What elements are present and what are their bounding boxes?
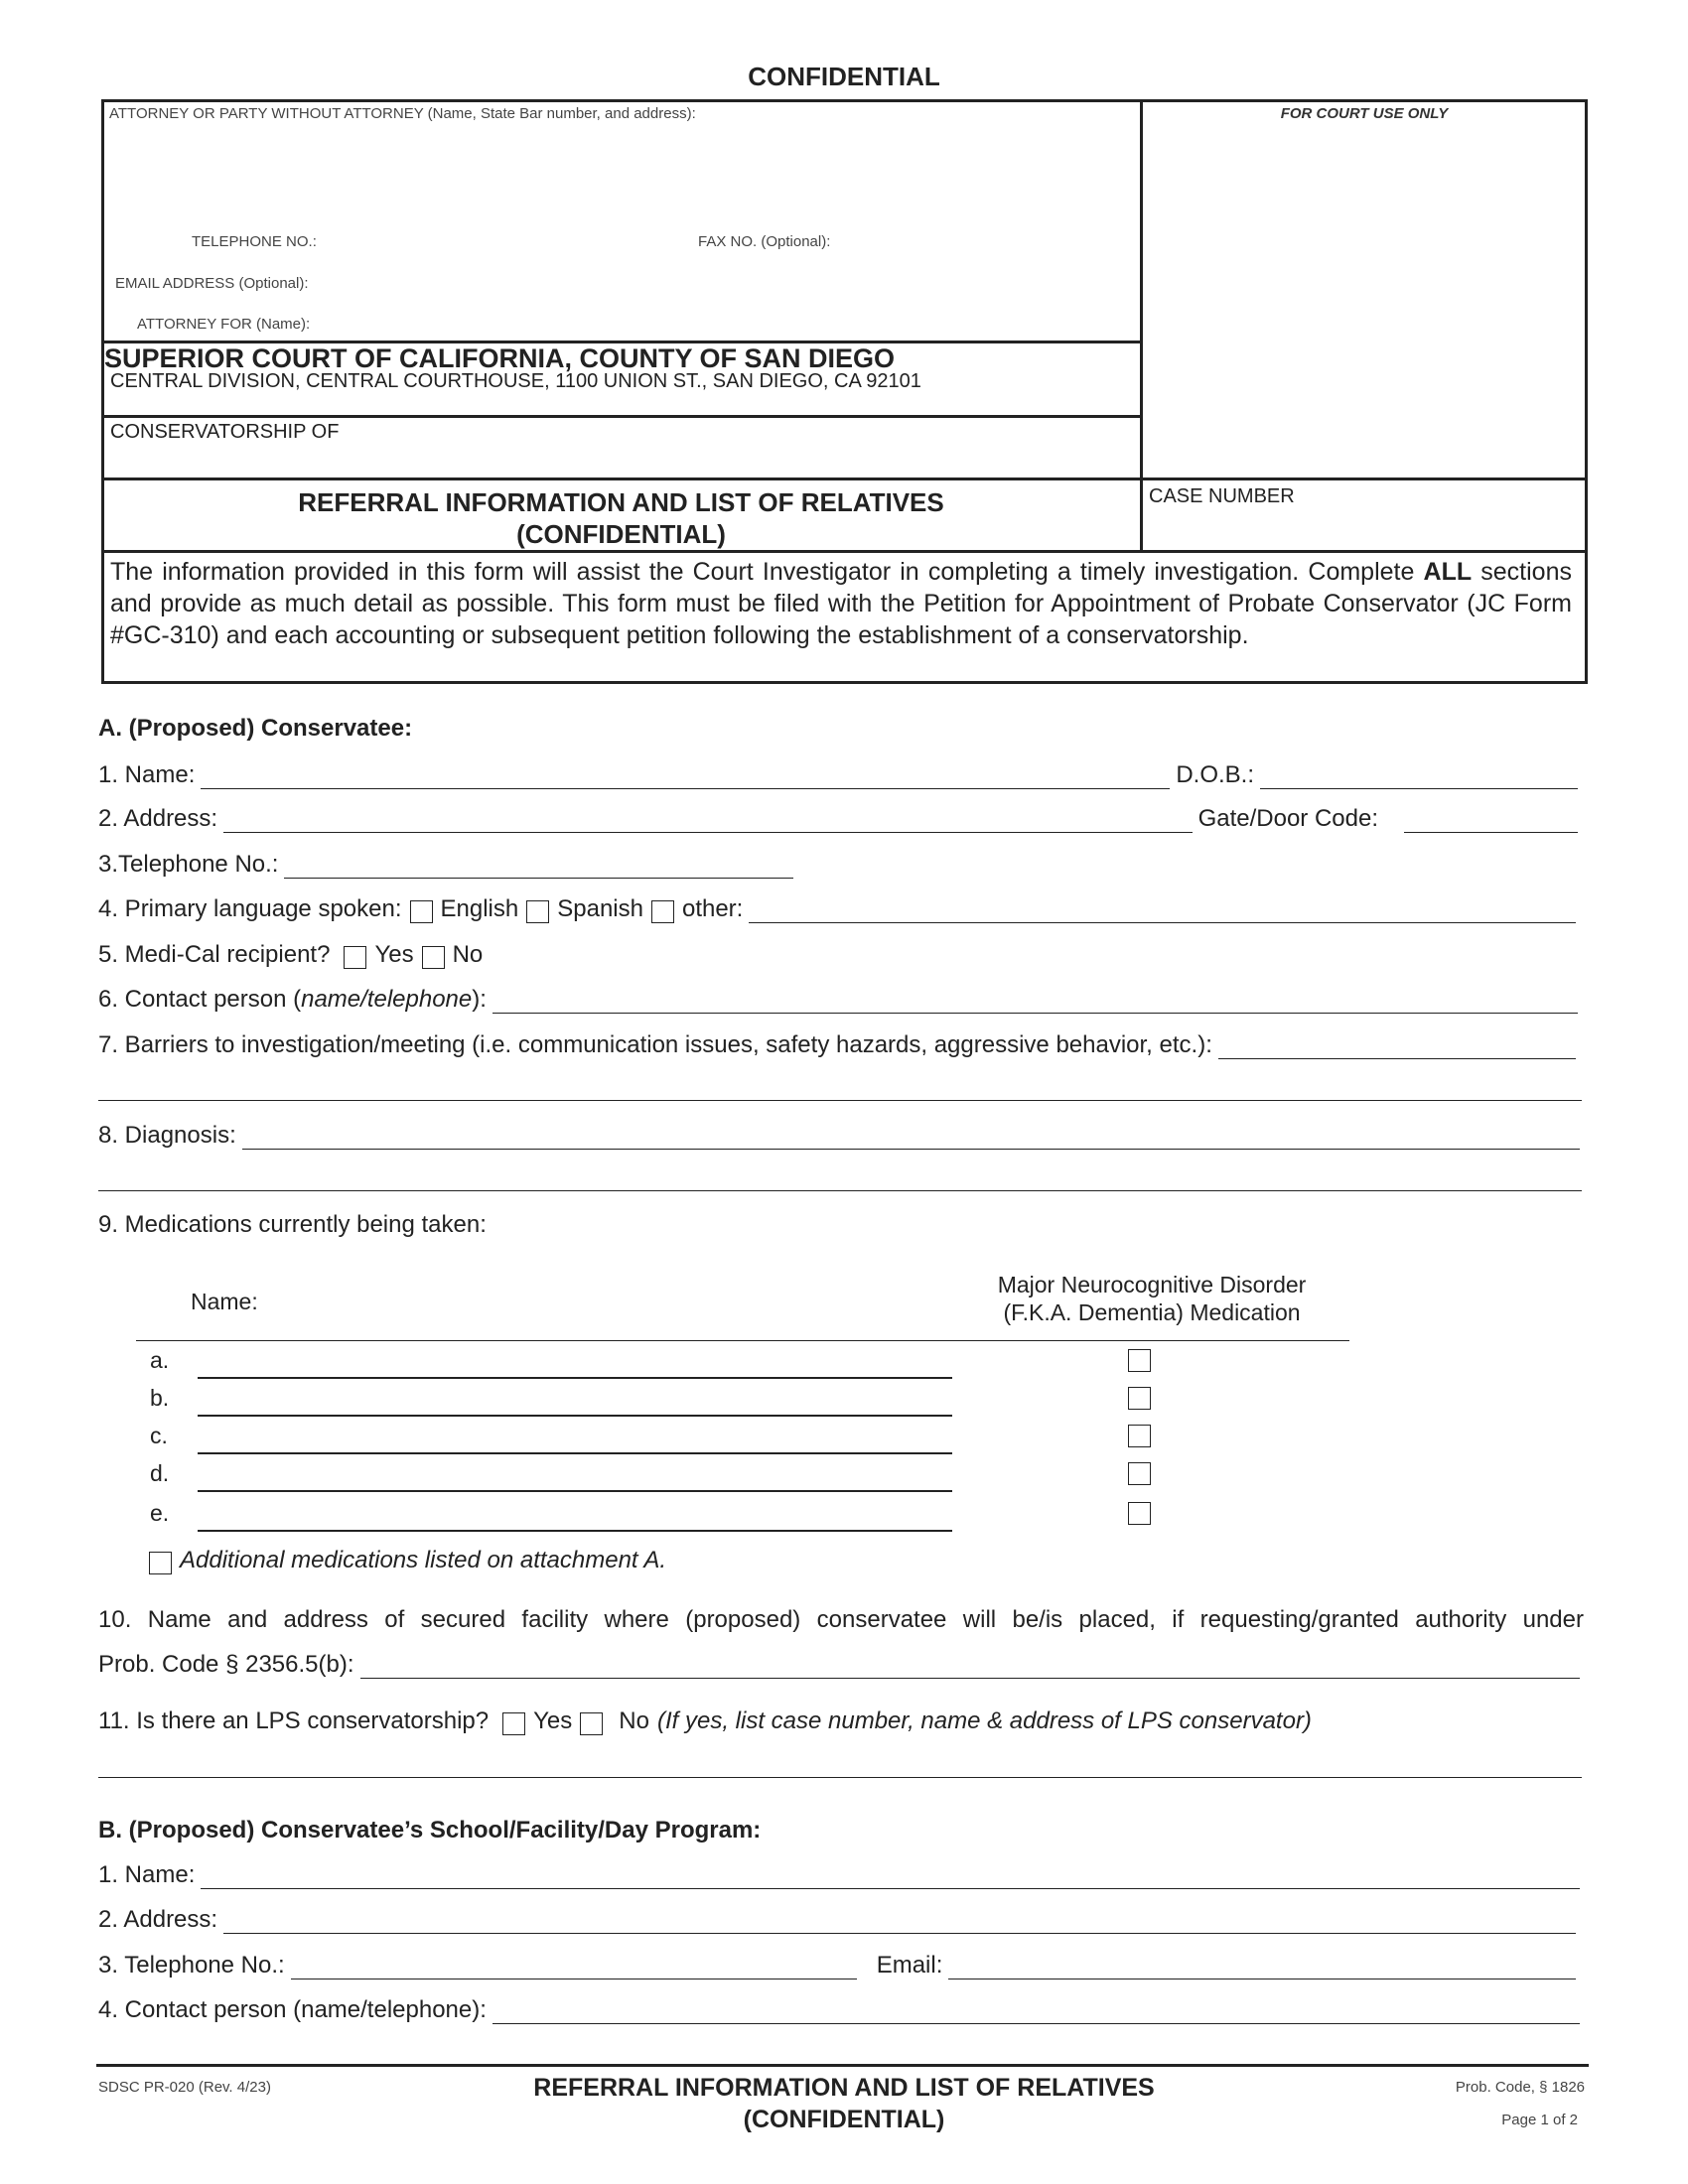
lps-no-checkbox[interactable] [580,1712,603,1735]
conservatorship-label: CONSERVATORSHIP OF [110,421,340,443]
lps-field[interactable] [98,1777,1582,1778]
barriers-field-line-2[interactable] [98,1100,1582,1101]
instructions: The information provided in this form will assist the Court Investigator in completing a timely investigation. Complete ALL sections and provide as much detail as possible. This form must be filed with the Petition for Appointment of Probate Conservator (JC Form #GC-310) and each accounting or subsequent petition following the establishment of a conservatorship. [110,558,1572,649]
footer-divider [96,2064,1589,2067]
section-a-heading: A. (Proposed) Conservatee: [98,715,413,742]
program-contact-row: 4. Contact person (name/telephone): [98,1996,1584,2024]
conservatee-address-row: 2. Address: Gate/Door Code: [98,805,1584,833]
divider [101,550,1588,553]
program-address-field[interactable] [223,1912,1576,1934]
program-address-row: 2. Address: [98,1906,1584,1934]
section-b-heading: B. (Proposed) Conservatee’s School/Facility/Day Program: [98,1817,762,1843]
phone-field[interactable] [284,857,793,879]
footer-title: REFERRAL INFORMATION AND LIST OF RELATIVES (CONFIDENTIAL) [533,2074,1155,2133]
lps-row: 11. Is there an LPS conservatorship? Yes No (If yes, list case number, name & address of LPS conservator) [98,1707,1312,1734]
med-name-column: Name: [191,1289,258,1314]
program-phone-row: 3. Telephone No.: Email: [98,1952,1584,1979]
lps-yes-checkbox[interactable] [502,1712,525,1735]
additional-meds-row: Additional medications listed on attachment A. [149,1547,1634,1574]
prob-code: Prob. Code, § 1826 [1455,2079,1585,2096]
additional-meds-checkbox[interactable] [149,1552,172,1574]
med-name-field[interactable] [198,1377,952,1379]
program-name-row: 1. Name: [98,1861,1584,1889]
form-id: SDSC PR-020 (Rev. 4/23) [98,2079,271,2096]
gate-code-field[interactable] [1404,811,1578,833]
facility-field[interactable] [360,1657,1581,1679]
med-row-letter: d. [150,1460,170,1486]
address-field[interactable] [223,811,1192,833]
medical-row: 5. Medi-Cal recipient? Yes No [98,941,484,968]
conservatee-phone-row: 3.Telephone No.: [98,851,1584,879]
medical-yes-checkbox[interactable] [344,946,366,969]
email-label: EMAIL ADDRESS (Optional): [115,275,309,292]
med-row-letter: b. [150,1385,170,1411]
med-name-field[interactable] [198,1530,952,1532]
form-title: REFERRAL INFORMATION AND LIST OF RELATIVES (CONFIDENTIAL) [298,487,944,549]
dementia-med-column: Major Neurocognitive Disorder (F.K.A. Dementia) Medication [997,1272,1307,1325]
court-address: CENTRAL DIVISION, CENTRAL COURTHOUSE, 1100 UNION ST., SAN DIEGO, CA 92101 [110,370,921,392]
english-checkbox[interactable] [410,900,433,923]
spanish-checkbox[interactable] [526,900,549,923]
name-field[interactable] [201,767,1170,789]
confidential-heading: CONFIDENTIAL [748,62,940,91]
court-use-label: FOR COURT USE ONLY [1280,105,1449,122]
med-name-field[interactable] [198,1490,952,1492]
med-row-letter: a. [150,1347,170,1373]
diagnosis-field[interactable] [242,1128,1580,1150]
program-email-field[interactable] [948,1958,1576,1979]
table-header-line [136,1340,1349,1341]
diagnosis-row: 8. Diagnosis: [98,1122,1584,1150]
facility-label: 10. Name and address of secured facility where (proposed) conservatee will be/is placed, if requesting/granted authority under [98,1606,1584,1633]
page-number: Page 1 of 2 [1501,2112,1578,2128]
conservatee-name-row: 1. Name: D.O.B.: [98,761,1584,789]
med-name-field[interactable] [198,1415,952,1417]
program-phone-field[interactable] [291,1958,857,1979]
divider [101,415,1141,418]
facility-row: Prob. Code § 2356.5(b): [98,1651,1584,1679]
dementia-med-checkbox[interactable] [1128,1502,1151,1525]
program-name-field[interactable] [201,1867,1580,1889]
other-language-field[interactable] [749,901,1576,923]
language-row: 4. Primary language spoken: English Spanish other: [98,895,1584,923]
contact-field[interactable] [492,992,1578,1014]
dementia-med-checkbox[interactable] [1128,1425,1151,1447]
barriers-field[interactable] [1218,1037,1576,1059]
medical-no-checkbox[interactable] [422,946,445,969]
case-number-label: CASE NUMBER [1149,485,1295,507]
telephone-label: TELEPHONE NO.: [192,233,317,250]
attorney-label: ATTORNEY OR PARTY WITHOUT ATTORNEY (Name, State Bar number, and address): [109,105,696,122]
dob-field[interactable] [1260,767,1578,789]
medications-label: 9. Medications currently being taken: [98,1211,487,1238]
fax-label: FAX NO. (Optional): [698,233,831,250]
program-contact-field[interactable] [492,2002,1580,2024]
divider [101,478,1588,480]
med-row-letter: c. [150,1423,168,1448]
other-checkbox[interactable] [651,900,674,923]
contact-row: 6. Contact person ( name/telephone ): [98,986,1584,1014]
diagnosis-field-line-2[interactable] [98,1190,1582,1191]
dementia-med-checkbox[interactable] [1128,1349,1151,1372]
attorney-for-label: ATTORNEY FOR (Name): [137,316,311,333]
barriers-row: 7. Barriers to investigation/meeting (i.e. communication issues, safety hazards, aggressive behavior, etc.): [98,1031,1584,1059]
dementia-med-checkbox[interactable] [1128,1387,1151,1410]
court-name: SUPERIOR COURT OF CALIFORNIA, COUNTY OF SAN DIEGO [104,343,896,373]
dementia-med-checkbox[interactable] [1128,1462,1151,1485]
med-name-field[interactable] [198,1452,952,1454]
divider [1140,99,1143,552]
med-row-letter: e. [150,1500,170,1526]
